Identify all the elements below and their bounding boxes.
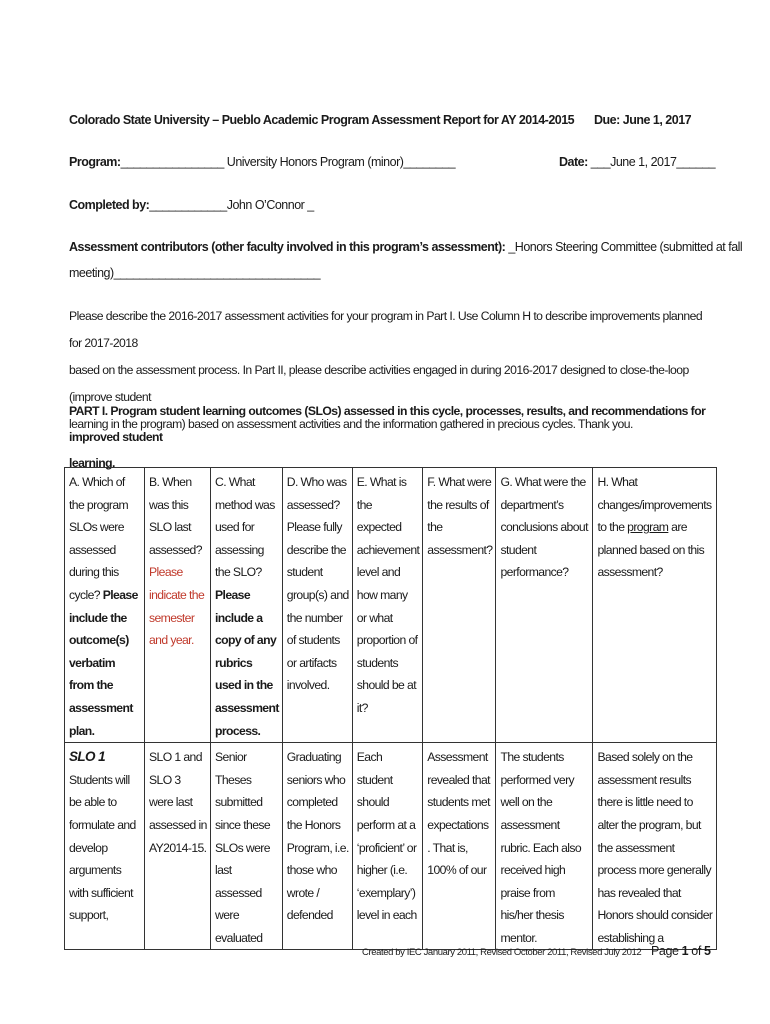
table-row <box>65 743 717 950</box>
slo1-text: Students will be able to formulate and develop arguments with sufficient support, <box>69 772 136 923</box>
row1-col-b: SLO 1 and SLO 3 were last assessed in AY2014-15. <box>145 743 211 950</box>
part1-heading <box>69 398 709 476</box>
contributors-value-cont: meeting)________________________________ <box>69 266 321 280</box>
header-b-question: B. When was this SLO last assessed? <box>149 475 202 557</box>
program-blank-pre: ________________ <box>120 155 224 169</box>
report-title: Colorado State University – Pueblo Academic Program Assessment Report for AY 2014-2015 <box>69 113 575 127</box>
header-col-a <box>65 468 145 743</box>
slo-assessment-table <box>64 467 717 950</box>
completed-label: Completed by: <box>69 198 150 212</box>
header-b-instruction: Please indicate the semester and year. <box>149 565 205 648</box>
row1-col-e: Each student should perform at a ‘proficient’ or higher (i.e. ‘exemplary’) level in each <box>352 743 423 950</box>
date-label: Date: <box>559 155 588 169</box>
row1-col-h: Based solely on the assessment results there is little need to alter the program, but the assessment process more generally has revealed that Honors should consider establishing a <box>593 743 717 950</box>
program-label: Program: <box>69 155 121 169</box>
date-value: ___June 1, 2017______ <box>590 155 716 169</box>
intro-line-3: learning in the program) based on assessment activities and the information gathered in precious cycles. Thank you. <box>69 417 633 431</box>
row1-col-a <box>65 743 145 950</box>
header-col-e: E. What is the expected achievement level and how many or what proportion of students should be at it? <box>352 468 423 743</box>
completed-value: ____________John O’Connor _ <box>149 198 314 212</box>
header-h-pre: H. What changes/improvements to the <box>597 475 712 535</box>
intro-line-1: Please describe the 2016-2017 assessment activities for your program in Part I. Use Column H to describe improvements planned for 2017-2018 <box>69 309 703 350</box>
page-prefix: Page <box>651 944 682 958</box>
header-col-b <box>145 468 211 743</box>
page-of: of <box>688 944 705 958</box>
row1-col-f: Assessment revealed that students met expectations . That is, 100% of our <box>423 743 496 950</box>
due-date: Due: June 1, 2017 <box>594 113 692 127</box>
slo1-title: SLO 1 <box>69 749 106 765</box>
page-total: 5 <box>704 944 711 958</box>
row1-col-g: The students performed very well on the assessment rubric. Each also received high praise from his/her thesis mentor. <box>496 743 593 950</box>
header-col-h <box>593 468 717 743</box>
contributors-label: Assessment contributors (other faculty involved in this program’s assessment): <box>69 240 506 254</box>
completed-line <box>69 198 314 212</box>
revision-footer: Created by IEC January 2011, Revised October 2011, Revised July 2012 <box>362 947 642 958</box>
header-h-program: program <box>627 520 669 535</box>
header-c-instruction: Please include a copy of any rubrics used in the assessment process. <box>215 587 279 738</box>
header-a-question: A. Which of the program SLOs were assessed during this cycle? <box>69 475 129 602</box>
program-value: University Honors Program (minor) <box>226 155 404 169</box>
contributors-line <box>69 240 742 254</box>
header-col-c <box>211 468 283 743</box>
header-c-question: C. What method was used for assessing the SLO? <box>215 475 275 580</box>
row1-col-d: Graduating seniors who completed the Honors Program, i.e. those who wrote / defended <box>282 743 352 950</box>
row1-col-c: Senior Theses submitted since these SLOs were last assessed were evaluated <box>211 743 283 950</box>
header-col-g: G. What were the department’s conclusions about student performance? <box>496 468 593 743</box>
header-col-d: D. Who was assessed? Please fully describe the student group(s) and the number of students or artifacts involved. <box>282 468 352 743</box>
header-h-post: are planned based on this assessment? <box>597 520 705 580</box>
page-current: 1 <box>681 944 689 958</box>
page-number <box>651 944 711 958</box>
part1-heading-line-2: learning. <box>69 456 115 470</box>
date-line <box>559 155 715 169</box>
contributors-value: _Honors Steering Committee (submitted at fall <box>508 240 743 254</box>
table-header-row <box>65 468 717 743</box>
part1-heading-line-1: PART I. Program student learning outcomes (SLOs) assessed in this cycle, processes, results, and recommendations for improved student <box>69 404 706 444</box>
program-blank-post: ________ <box>403 155 456 169</box>
intro-line-2: based on the assessment process. In Part II, please describe activities engaged in during 2016-2017 designed to close-the-loop (improve student <box>69 363 689 404</box>
program-line <box>69 155 455 169</box>
header-a-instruction: Please include the outcome(s) verbatim from the assessment plan. <box>69 587 138 738</box>
header-col-f: F. What were the results of the assessment? <box>423 468 496 743</box>
